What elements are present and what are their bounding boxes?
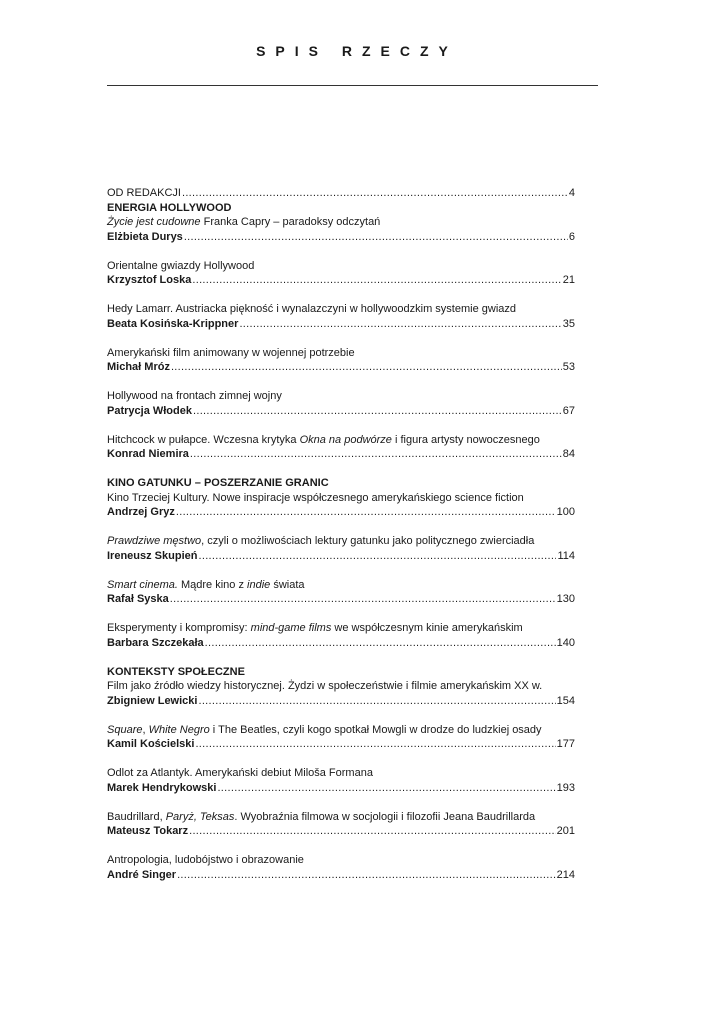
entry-title-italic-part: Prawdziwe męstwo xyxy=(107,535,202,547)
dot-leader xyxy=(198,549,556,564)
section-spacer xyxy=(107,462,575,477)
section-heading: KONTEKSTY SPOŁECZNE xyxy=(107,665,245,678)
entry-author-line xyxy=(107,694,575,709)
entry-author-line xyxy=(107,447,575,462)
entry-spacer xyxy=(107,708,575,723)
entry-author: Beata Kosińska-Krippner xyxy=(107,317,239,330)
entry-title-part: i The Beatles, czyli kogo spotkał Mowgli w drodze do ludzkiej osady xyxy=(209,723,542,736)
entry-author-line xyxy=(107,737,575,752)
entry-title-part: świata xyxy=(270,578,305,591)
dot-leader xyxy=(192,273,561,288)
entry-title xyxy=(107,679,575,694)
entry-title-part: Odlot za Atlantyk. Amerykański debiut Miloša Formana xyxy=(107,767,373,779)
dot-leader xyxy=(205,636,556,651)
dot-leader xyxy=(171,360,562,375)
entry-title-part: Baudrillard, xyxy=(107,810,166,823)
entry-author: André Singer xyxy=(107,868,177,881)
entry-title-part: , czyli o możliwościach lektury gatunku jako politycznego zwierciadła xyxy=(201,535,535,547)
entry-title-part: Orientalne gwiazdy Hollywood xyxy=(107,259,255,272)
entry-author-line xyxy=(107,824,575,839)
entry-title-part: we współczesnym kinie amerykańskim xyxy=(331,622,523,634)
entry-title-italic-part: indie xyxy=(247,578,271,591)
entry-title-italic-part: Paryż, Teksas xyxy=(165,810,235,823)
entry-author: Barbara Szczekała xyxy=(107,636,204,649)
entry-title-part: Hitchcock w pułapce. Wczesna krytyka xyxy=(107,433,300,446)
entry-title-italic-part: Smart cinema. xyxy=(107,578,178,591)
dot-leader xyxy=(177,868,556,883)
dot-leader xyxy=(184,230,568,245)
entry-title-part: . Wyobraźnia filmowa w socjologii i filozofii Jeana Baudrillarda xyxy=(234,810,536,823)
entry-title xyxy=(107,810,575,825)
dot-leader xyxy=(217,781,555,796)
section-heading: ENERGIA HOLLYWOOD xyxy=(107,201,232,214)
entry-spacer xyxy=(107,418,575,433)
entry-spacer xyxy=(107,563,575,578)
entry-author: Ireneusz Skupień xyxy=(107,549,198,562)
entry-title-italic-part: White Negro xyxy=(148,723,210,736)
dot-leader xyxy=(182,186,568,201)
dot-leader xyxy=(198,694,555,709)
entry-spacer xyxy=(107,752,575,767)
entry-author: Konrad Niemira xyxy=(107,448,189,460)
entry-author: Patrycja Włodek xyxy=(107,404,192,417)
entry-page-number: 201 xyxy=(556,825,575,837)
entry-title-italic-part: mind-game films xyxy=(250,622,332,634)
entry-title-part: Hollywood na frontach zimnej wojny xyxy=(107,390,282,402)
entry-author-line xyxy=(107,317,575,332)
entry-spacer xyxy=(107,607,575,622)
entry-author: Elżbieta Durys xyxy=(107,230,183,243)
entry-page-number: 6 xyxy=(568,230,575,243)
entry-page-number: 35 xyxy=(562,317,575,330)
entry-spacer xyxy=(107,375,575,390)
entry-title-italic-part: Okna na podwórze xyxy=(299,433,392,446)
entry-author: Kamil Kościelski xyxy=(107,738,195,750)
title-divider xyxy=(107,85,598,86)
dot-leader xyxy=(193,404,562,419)
entry-page-number: 130 xyxy=(556,593,575,605)
entry-title xyxy=(107,433,575,448)
dot-leader xyxy=(189,824,556,839)
entry-title-part: i figura artysty nowoczesnego xyxy=(391,433,540,446)
entry-page-number: 214 xyxy=(556,868,575,881)
dot-leader xyxy=(239,317,561,332)
entry-title-italic-part: Życie jest cudowne xyxy=(107,216,201,228)
entry-author: Andrzej Gryz xyxy=(107,506,175,518)
entry-page-number: 100 xyxy=(556,506,575,518)
entry-title xyxy=(107,491,575,506)
editorial-page: 4 xyxy=(568,187,575,199)
entry-title-part: Amerykański film animowany w wojennej potrzebie xyxy=(107,346,355,359)
entry-author-line xyxy=(107,505,575,520)
entry-title xyxy=(107,853,575,868)
entry-title xyxy=(107,259,575,274)
entry-page-number: 84 xyxy=(562,448,575,460)
entry-author: Krzysztof Loska xyxy=(107,274,192,286)
entry-page-number: 21 xyxy=(562,274,575,286)
toc-editorial-line xyxy=(107,186,575,201)
entry-spacer xyxy=(107,520,575,535)
entry-author-line xyxy=(107,592,575,607)
entry-title xyxy=(107,389,575,404)
entry-spacer xyxy=(107,331,575,346)
entry-title-part: Hedy Lamarr. Austriacka piękność i wynalazczyni w hollywoodzkim systemie gwiazd xyxy=(107,303,516,315)
section-heading: KINO GATUNKU – POSZERZANIE GRANIC xyxy=(107,477,329,489)
entry-author: Rafał Syska xyxy=(107,593,169,605)
entry-page-number: 114 xyxy=(557,549,575,562)
entry-spacer xyxy=(107,244,575,259)
page-title: SPIS RZECZY xyxy=(256,43,458,59)
entry-author-line xyxy=(107,360,575,375)
entry-title xyxy=(107,766,575,781)
dot-leader xyxy=(170,592,556,607)
entry-title xyxy=(107,621,575,636)
entry-title-part: Film jako źródło wiedzy historycznej. Żydzi w społeczeństwie i filmie amerykańskim XX w. xyxy=(107,680,543,692)
entry-author-line xyxy=(107,549,575,564)
entry-page-number: 140 xyxy=(556,636,575,649)
dot-leader xyxy=(190,447,562,462)
entry-author: Michał Mróz xyxy=(107,361,170,373)
entry-title xyxy=(107,215,575,230)
entry-title xyxy=(107,723,575,738)
entry-title-part: Antropologia, ludobójstwo i obrazowanie xyxy=(107,854,304,866)
entry-page-number: 67 xyxy=(562,404,575,417)
entry-title-part: Eksperymenty i kompromisy: xyxy=(107,622,251,634)
section-spacer xyxy=(107,650,575,665)
entry-title xyxy=(107,534,575,549)
entry-title xyxy=(107,346,575,361)
entry-author: Zbigniew Lewicki xyxy=(107,694,198,707)
entry-title xyxy=(107,302,575,317)
entry-author: Marek Hendrykowski xyxy=(107,781,217,794)
entry-author-line xyxy=(107,781,575,796)
entry-title-part: Mądre kino z xyxy=(177,578,248,591)
entry-page-number: 53 xyxy=(562,361,575,373)
dot-leader xyxy=(195,737,555,752)
entry-author-line xyxy=(107,404,575,419)
entry-title-part: , xyxy=(142,723,149,736)
entry-spacer xyxy=(107,839,575,854)
entry-author-line xyxy=(107,868,575,883)
entry-page-number: 193 xyxy=(556,781,575,794)
entry-spacer xyxy=(107,795,575,810)
dot-leader xyxy=(176,505,556,520)
entry-author: Mateusz Tokarz xyxy=(107,825,189,837)
entry-title-part: Kino Trzeciej Kultury. Nowe inspiracje współczesnego amerykańskiego science fiction xyxy=(107,491,524,504)
entry-title xyxy=(107,578,575,593)
table-of-contents xyxy=(107,186,575,882)
entry-author-line xyxy=(107,636,575,651)
entry-title-italic-part: Square xyxy=(107,723,143,736)
entry-page-number: 177 xyxy=(556,738,575,750)
entry-page-number: 154 xyxy=(556,694,575,707)
editorial-label: OD REDAKCJI xyxy=(107,187,181,199)
entry-title-part: Franka Capry – paradoksy odczytań xyxy=(200,216,381,228)
entry-author-line xyxy=(107,230,575,245)
entry-author-line xyxy=(107,273,575,288)
entry-spacer xyxy=(107,288,575,303)
